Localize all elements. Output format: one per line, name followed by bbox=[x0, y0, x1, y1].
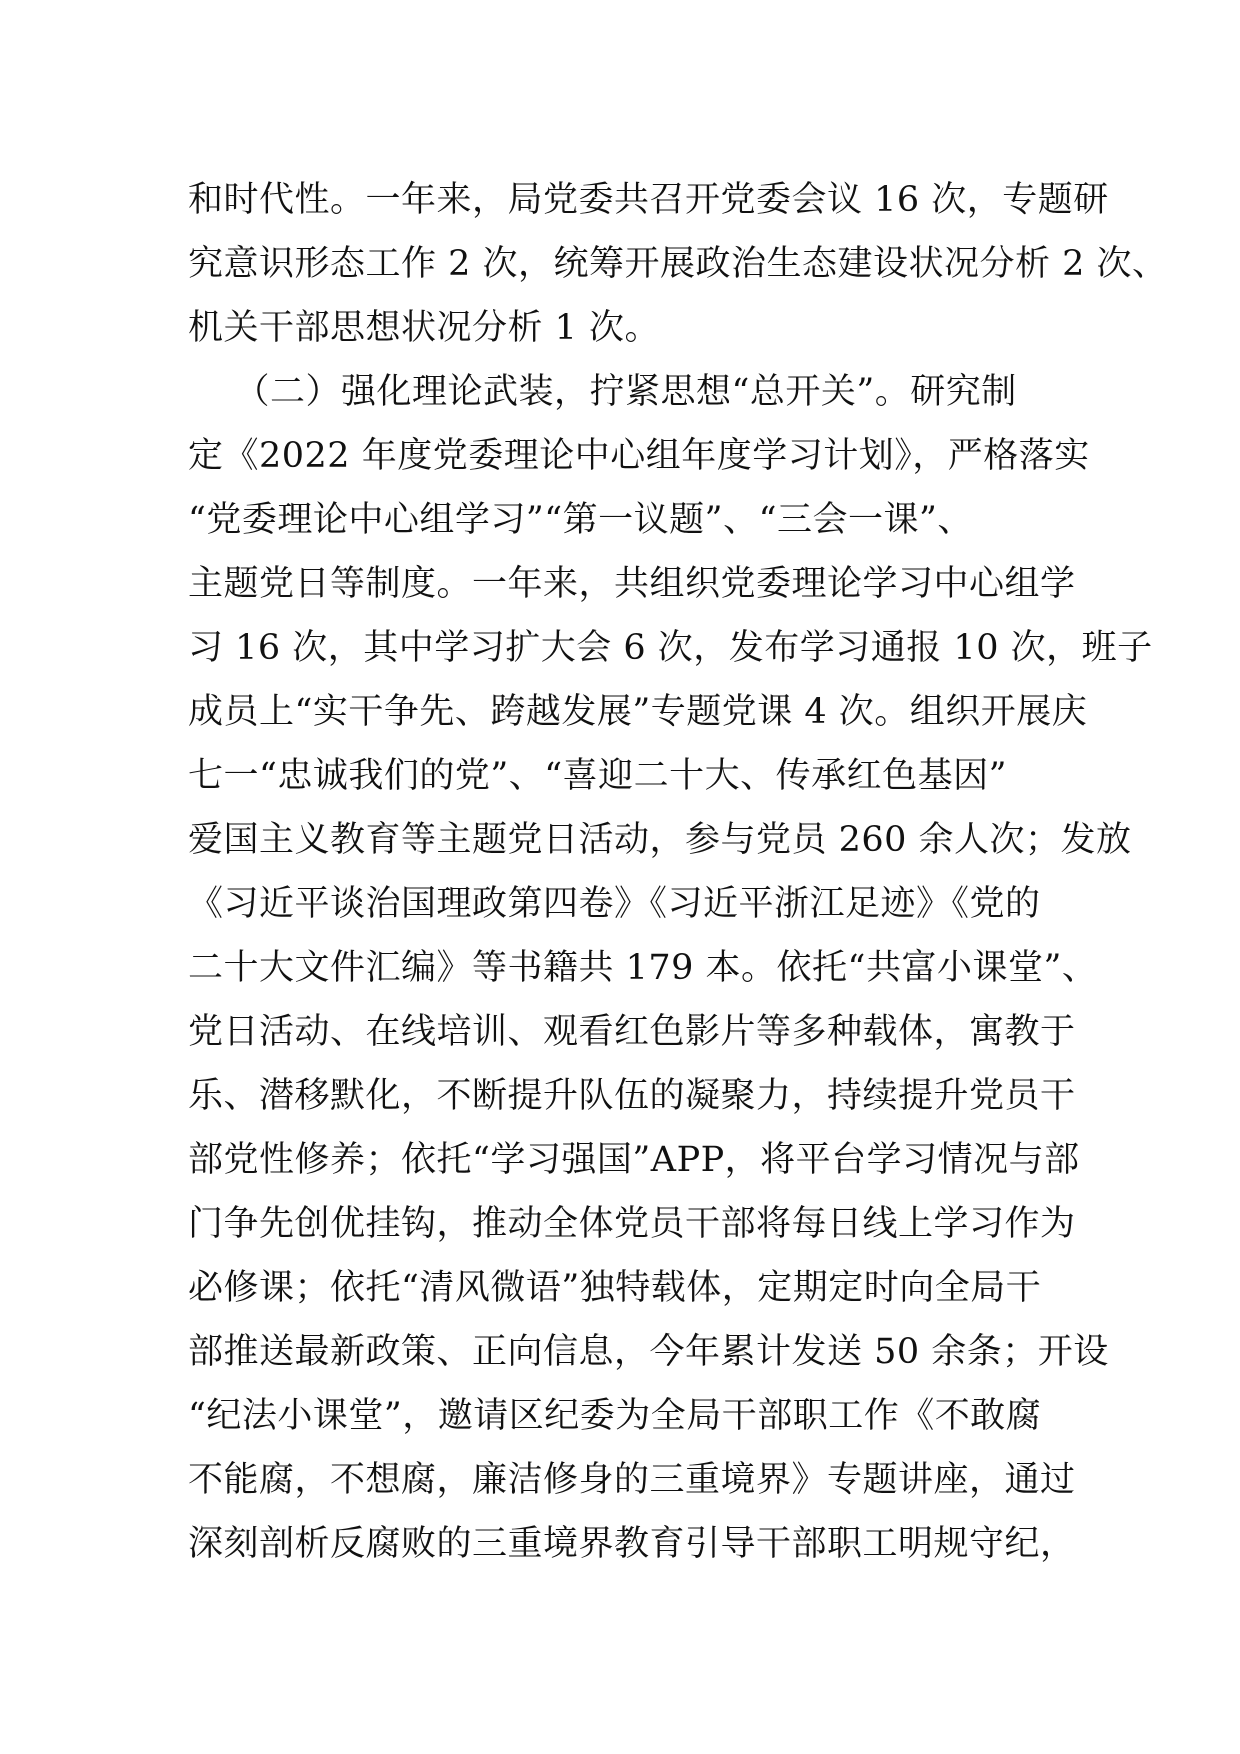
text-line: 党日活动、在线培训、观看红色影片等多种载体，寓教于 bbox=[188, 1012, 1076, 1052]
text-line: 究意识形态工作 2 次，统筹开展政治生态建设状况分析 2 次、 bbox=[188, 244, 1168, 284]
text-line: 《习近平谈治国理政第四卷》《习近平浙江足迹》《党的 bbox=[188, 884, 1041, 924]
section-heading-line: （二）强化理论武装，拧紧思想“总开关”。研究制 bbox=[188, 372, 1017, 412]
text-line: 习 16 次，其中学习扩大会 6 次，发布学习通报 10 次，班子 bbox=[188, 628, 1153, 668]
text-line: 和时代性。一年来，局党委共召开党委会议 16 次，专题研 bbox=[188, 180, 1109, 220]
text-line: 门争先创优挂钩，推动全体党员干部将每日线上学习作为 bbox=[188, 1204, 1076, 1244]
text-line: 爱国主义教育等主题党日活动，参与党员 260 余人次；发放 bbox=[188, 820, 1132, 860]
text-line: 定《2022 年度党委理论中心组年度学习计划》，严格落实 bbox=[188, 436, 1090, 476]
text-line: “党委理论中心组学习”“第一议题”、“三会一课”、 bbox=[188, 500, 973, 540]
text-line: 主题党日等制度。一年来，共组织党委理论学习中心组学 bbox=[188, 564, 1076, 604]
text-line: 必修课；依托“清风微语”独特载体，定期定时向全局干 bbox=[188, 1268, 1042, 1308]
document-body bbox=[188, 168, 1168, 1576]
text-line: 深刻剖析反腐败的三重境界教育引导干部职工明规守纪， bbox=[188, 1524, 1076, 1564]
text-line: 二十大文件汇编》等书籍共 179 本。依托“共富小课堂”、 bbox=[188, 948, 1098, 988]
text-line: “纪法小课堂”，邀请区纪委为全局干部职工作《不敢腐 bbox=[188, 1396, 1042, 1436]
text-line: 部党性修养；依托“学习强国”APP，将平台学习情况与部 bbox=[188, 1140, 1080, 1180]
text-line: 成员上“实干争先、跨越发展”专题党课 4 次。组织开展庆 bbox=[188, 692, 1088, 732]
text-line: 机关干部思想状况分析 1 次。 bbox=[188, 308, 661, 348]
text-line: 七一“忠诚我们的党”、“喜迎二十大、传承红色基因” bbox=[188, 756, 1008, 796]
text-line: 部推送最新政策、正向信息，今年累计发送 50 余条；开设 bbox=[188, 1332, 1109, 1372]
text-line: 不能腐，不想腐，廉洁修身的三重境界》专题讲座，通过 bbox=[188, 1460, 1076, 1500]
text-line: 乐、潜移默化，不断提升队伍的凝聚力，持续提升党员干 bbox=[188, 1076, 1076, 1116]
